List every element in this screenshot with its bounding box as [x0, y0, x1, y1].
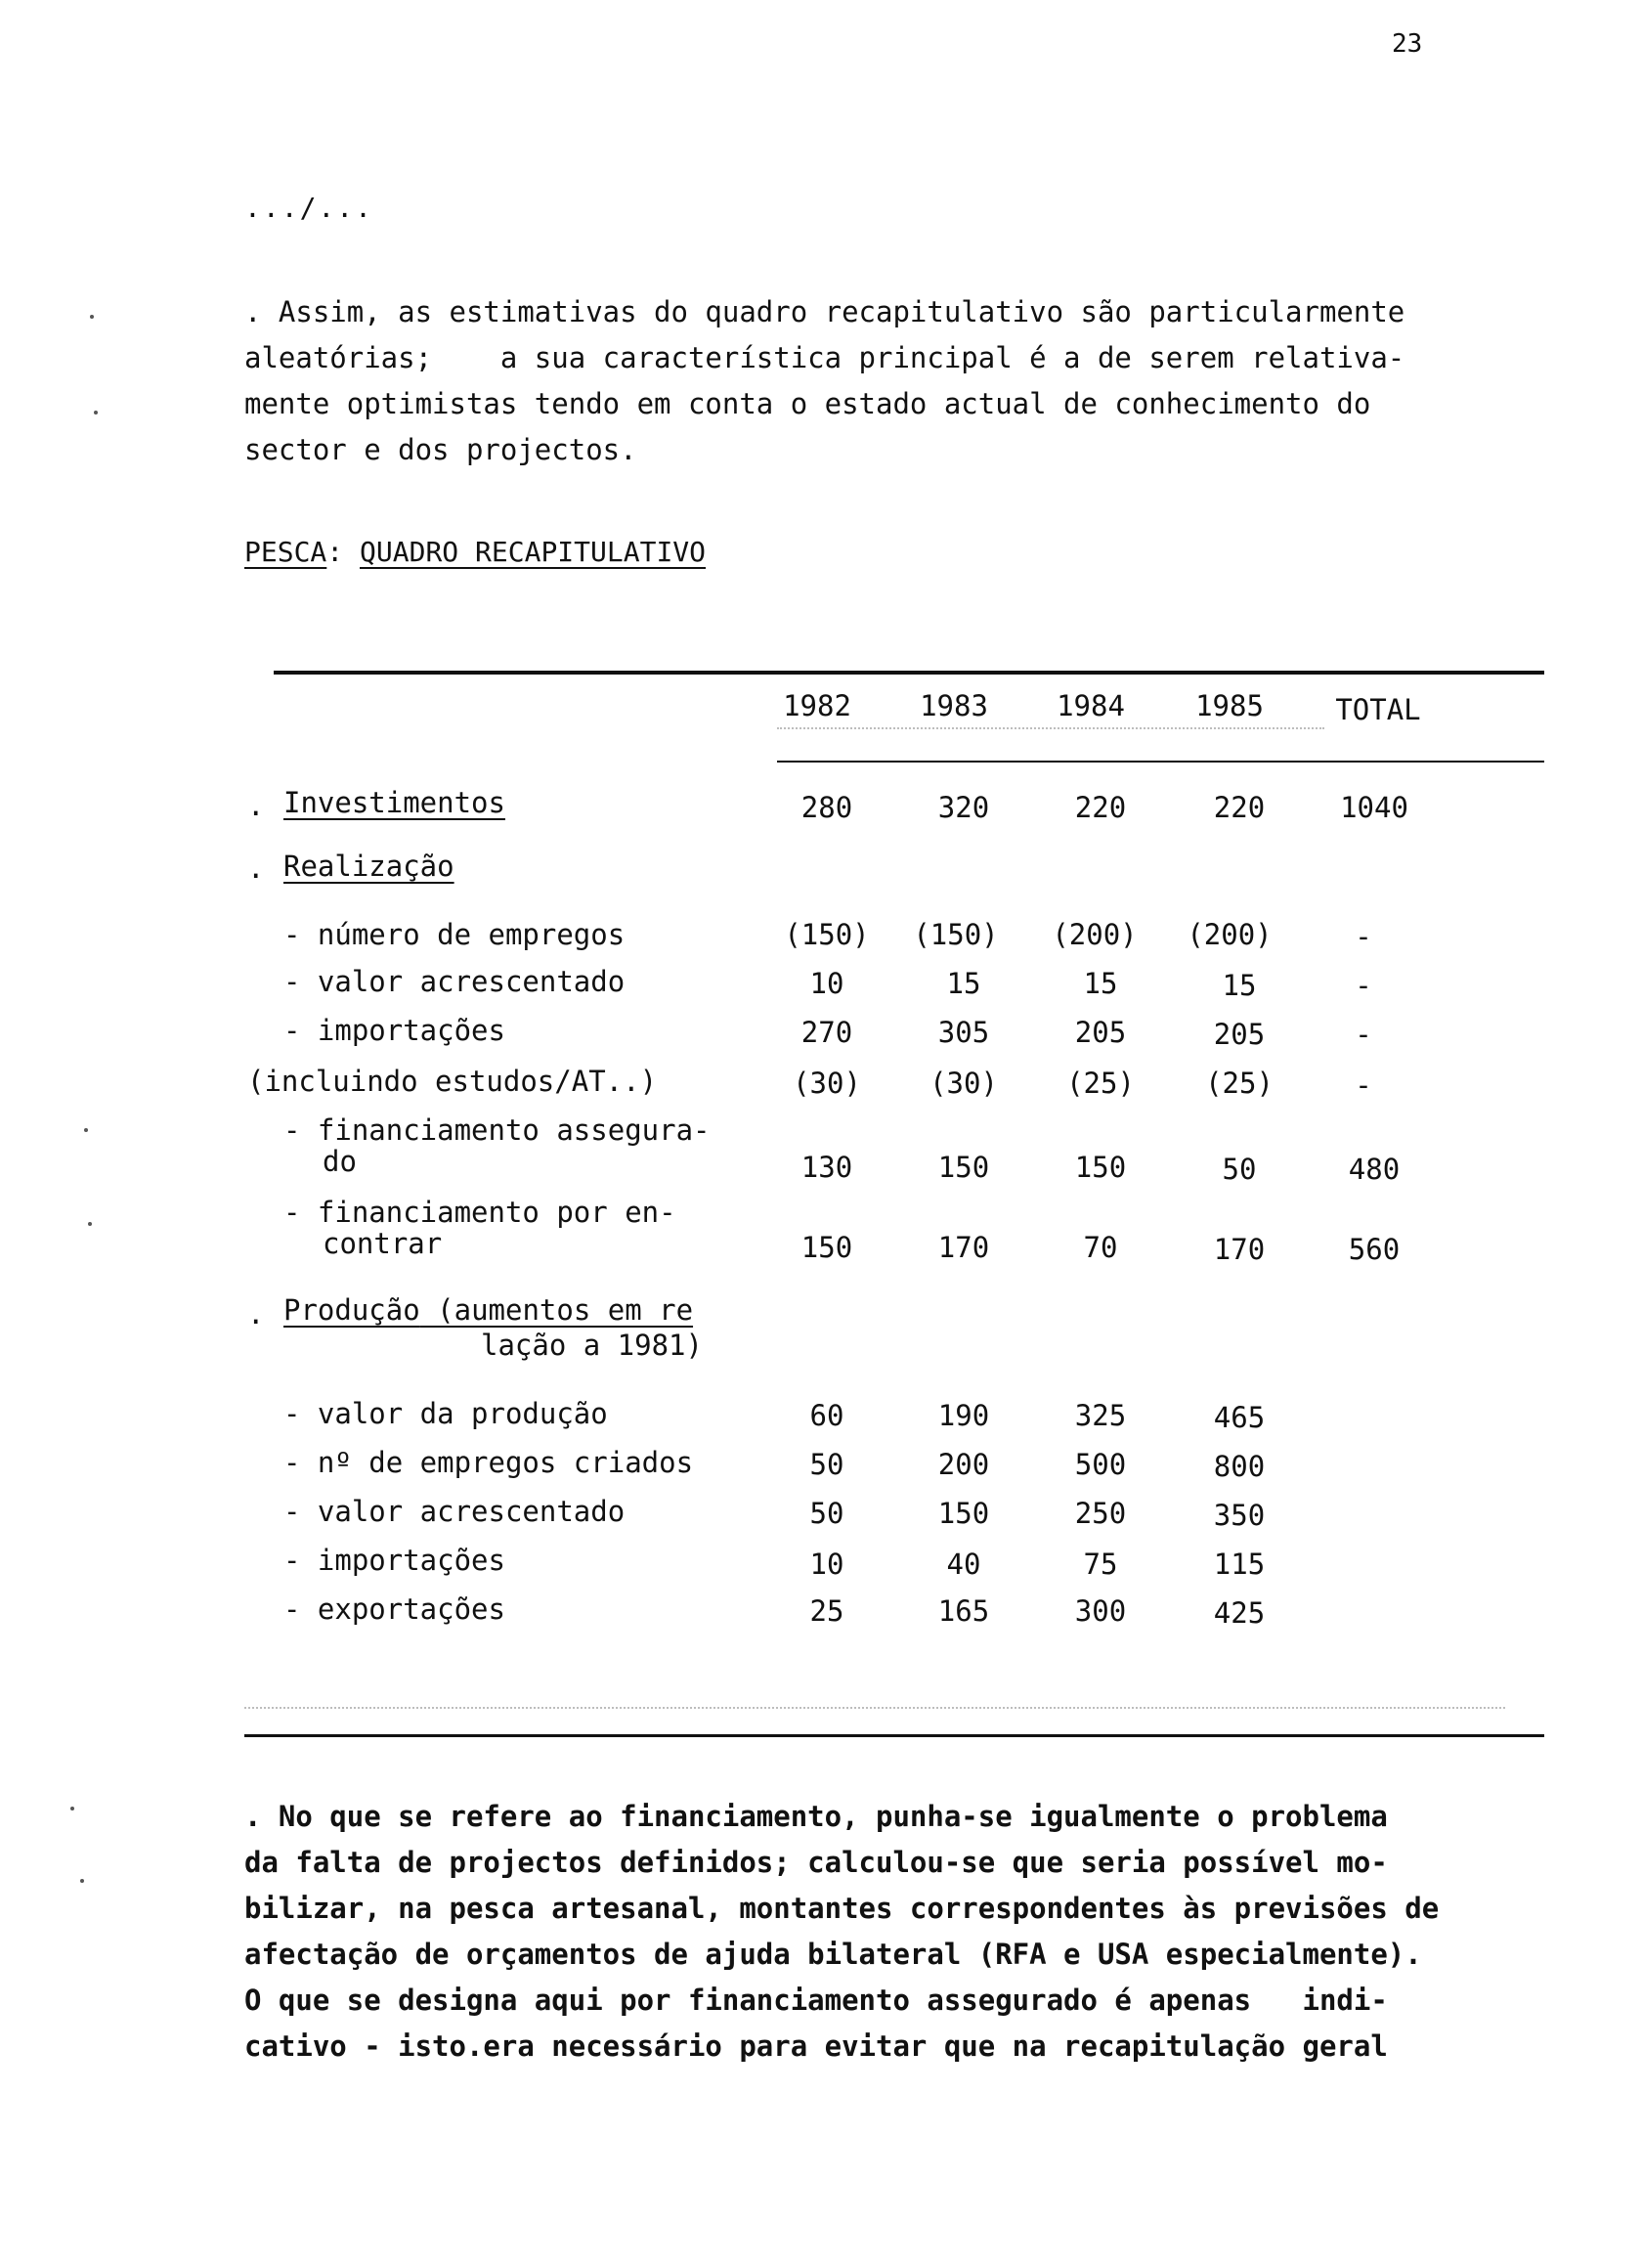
scan-speck: [70, 1807, 74, 1810]
section-bullet: .: [247, 851, 265, 885]
table-cell: 220: [1074, 791, 1127, 824]
table-title-part2: QUADRO RECAPITULATIVO: [360, 536, 707, 568]
table-cell: 190: [937, 1399, 990, 1432]
intro-line: . Assim, as estimativas do quadro recapitulativo são particularmente: [244, 295, 1405, 328]
section-bullet: .: [247, 1297, 265, 1330]
table-cell: 75: [1083, 1548, 1118, 1581]
table-cell: (25): [1066, 1067, 1135, 1100]
scan-speck: [94, 411, 98, 414]
table-cell: 500: [1074, 1448, 1127, 1481]
table-cell: -: [1355, 1018, 1372, 1051]
table-cell: 280: [800, 791, 853, 824]
row-label-continued: contrar: [323, 1227, 443, 1260]
table-cell: 250: [1074, 1497, 1127, 1530]
table-cell: 560: [1348, 1233, 1401, 1266]
header-rule: [777, 761, 1544, 763]
table-cell: 305: [937, 1016, 990, 1049]
table-bottom-rule: [244, 1734, 1544, 1737]
table-cell: (150): [784, 918, 870, 951]
table-cell: 130: [800, 1151, 853, 1184]
closing-line: . No que se refere ao financiamento, punha-se igualmente o problema: [244, 1800, 1388, 1833]
row-label: - importações: [283, 1544, 505, 1577]
table-cell: 150: [800, 1231, 853, 1264]
table-top-rule: [274, 671, 1544, 675]
closing-line: afectação de orçamentos de ajuda bilateral (RFA e USA especialmente).: [244, 1938, 1422, 1971]
table-cell: 115: [1213, 1548, 1266, 1581]
table-cell: (200): [1052, 918, 1138, 951]
table-cell: 15: [1083, 967, 1118, 1000]
row-label: - número de empregos: [283, 918, 626, 951]
table-cell: (30): [929, 1067, 998, 1100]
column-header-1985: 1985: [1195, 689, 1264, 722]
intro-paragraph: [244, 289, 1404, 473]
row-label-continued: do: [323, 1145, 357, 1178]
column-header-total: TOTAL: [1335, 693, 1421, 726]
table-cell: 150: [937, 1151, 990, 1184]
row-label: - nº de empregos criados: [283, 1446, 694, 1479]
section-label-investimentos: Investimentos: [283, 786, 505, 819]
table-cell: (30): [793, 1067, 861, 1100]
table-cell: 150: [1074, 1151, 1127, 1184]
table-cell: 220: [1213, 791, 1266, 824]
column-header-1982: 1982: [783, 689, 851, 722]
intro-line: sector e dos projectos.: [244, 433, 637, 466]
row-label: - valor acrescentado: [283, 965, 626, 998]
table-cell: 10: [809, 967, 844, 1000]
table-cell: (25): [1205, 1067, 1274, 1100]
column-header-1983: 1983: [920, 689, 988, 722]
row-label: (incluindo estudos/AT..): [247, 1065, 658, 1098]
table-cell: 480: [1348, 1153, 1401, 1186]
section-note: (aumentos em re: [419, 1293, 694, 1327]
closing-line: cativo - isto.era necessário para evitar que na recapitulação geral: [244, 2029, 1388, 2063]
table-cell: 300: [1074, 1594, 1127, 1628]
closing-line: bilizar, na pesca artesanal, montantes correspondentes às previsões de: [244, 1892, 1440, 1925]
scan-speck: [84, 1128, 88, 1132]
table-cell: 15: [946, 967, 981, 1000]
header-dotted-line: [777, 727, 1324, 729]
table-cell: 40: [946, 1548, 981, 1581]
row-label: - financiamento assegura-: [283, 1113, 711, 1147]
closing-line: da falta de projectos definidos; calculou-se que seria possível mo-: [244, 1846, 1388, 1879]
table-cell: 50: [809, 1448, 844, 1481]
table-cell: 150: [937, 1497, 990, 1530]
scan-speck: [88, 1222, 92, 1226]
table-cell: 325: [1074, 1399, 1127, 1432]
section-note-continued: lação a 1981): [481, 1329, 703, 1362]
page-number: 23: [1392, 29, 1423, 59]
table-cell: 165: [937, 1594, 990, 1628]
table-cell: 205: [1213, 1018, 1266, 1051]
table-title-separator: :: [326, 536, 361, 568]
table-cell: 1040: [1340, 791, 1408, 824]
table-cell: (150): [913, 918, 999, 951]
table-cell: 170: [937, 1231, 990, 1264]
table-cell: 270: [800, 1016, 853, 1049]
row-label: - valor da produção: [283, 1397, 608, 1430]
scan-speck: [90, 315, 94, 319]
table-cell: -: [1355, 969, 1372, 1002]
intro-line: aleatórias; a sua característica principal é a de serem relativa-: [244, 341, 1405, 374]
table-cell: 170: [1213, 1233, 1266, 1266]
closing-line: O que se designa aqui por financiamento assegurado é apenas indi-: [244, 1984, 1388, 2017]
section-label-producao: Produção: [283, 1293, 420, 1327]
table-cell: 25: [809, 1594, 844, 1628]
table-bottom-dotted-line: [244, 1707, 1505, 1709]
table-cell: -: [1355, 1069, 1372, 1102]
table-cell: 10: [809, 1548, 844, 1581]
row-label: - valor acrescentado: [283, 1495, 626, 1528]
table-title-part1: PESCA: [244, 536, 327, 568]
table-cell: 70: [1083, 1231, 1118, 1264]
table-cell: 350: [1213, 1499, 1266, 1532]
row-label: - importações: [283, 1014, 505, 1047]
table-cell: 800: [1213, 1450, 1266, 1483]
table-cell: 425: [1213, 1596, 1266, 1630]
section-label-realizacao: Realização: [283, 850, 454, 883]
section-label-producao-line: [283, 1290, 693, 1330]
row-label: - exportações: [283, 1592, 505, 1626]
continuation-marker: .../...: [244, 192, 374, 224]
closing-paragraph: [244, 1794, 1439, 2070]
table-cell: 15: [1222, 969, 1257, 1002]
table-cell: 320: [937, 791, 990, 824]
table-cell: 465: [1213, 1401, 1266, 1434]
table-cell: -: [1355, 920, 1372, 953]
table-cell: 50: [1222, 1153, 1257, 1186]
table-cell: 60: [809, 1399, 844, 1432]
table-cell: (200): [1187, 918, 1273, 951]
row-label: - financiamento por en-: [283, 1196, 676, 1229]
table-cell: 50: [809, 1497, 844, 1530]
table-cell: 200: [937, 1448, 990, 1481]
column-header-1984: 1984: [1057, 689, 1125, 722]
table-title: [244, 536, 706, 568]
section-bullet: .: [247, 789, 265, 822]
table-cell: 205: [1074, 1016, 1127, 1049]
intro-line: mente optimistas tendo em conta o estado actual de conhecimento do: [244, 387, 1371, 420]
scan-speck: [80, 1879, 84, 1883]
